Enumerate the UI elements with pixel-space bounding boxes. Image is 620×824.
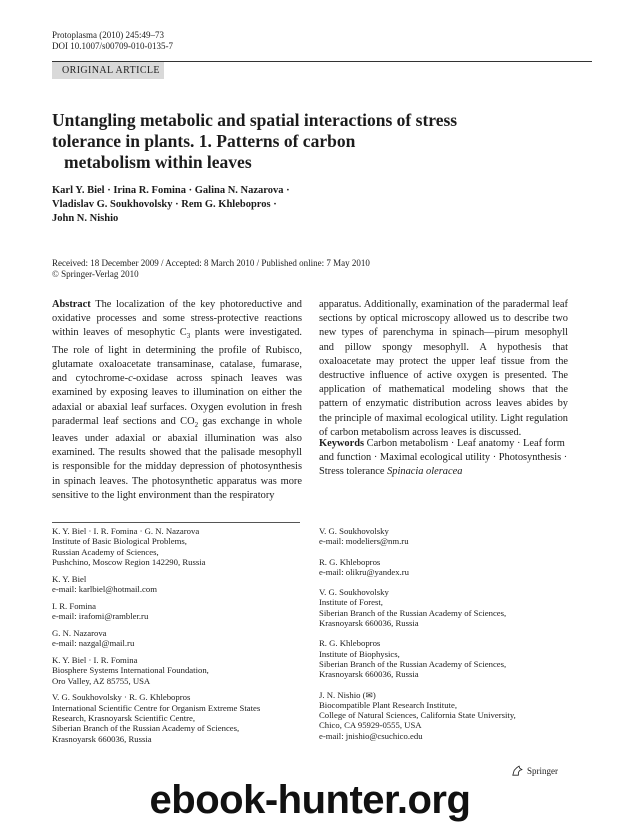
affiliation-line: Krasnoyarsk 660036, Russia	[319, 618, 419, 629]
affiliations-left	[52, 526, 302, 750]
date-history: Received: 18 December 2009 / Accepted: 8 March 2010 / Published online: 7 May 2010	[52, 258, 370, 268]
affiliation-line: V. G. Soukhovolsky	[319, 587, 389, 598]
affiliation-line: V. G. Soukhovolsky	[319, 526, 389, 536]
author-line: John N. Nishio	[52, 213, 119, 224]
affiliation-email: e-mail: olikru@yandex.ru	[319, 566, 410, 577]
abstract-right-column: apparatus. Additionally, examination of the paradermal leaf sections by optical microscopy allowed us to describe two new types of parenchyma in spinach—pirum mesophyll and pillow spongy mesophyll. A hypothesis that oxaloacetate may protect the upper leaf tissue from the destructive influence of active oxygen is presented. The application of mathematical modeling shows that the pattern of enzymatic distribution across leaves abides by the principle of maximal ecological utility. Light regulation of carbon metabolism across leaves is discussed.	[319, 299, 568, 438]
affiliation-block	[52, 628, 302, 649]
publication-dates	[52, 258, 370, 280]
affiliation-line: Russian Academy of Sciences,	[52, 546, 159, 557]
affiliation-line: Institute of Forest,	[319, 597, 383, 608]
article-title	[52, 110, 512, 173]
affiliation-block	[319, 526, 569, 547]
affiliation-line: Siberian Branch of the Russian Academy of Sciences,	[319, 607, 507, 618]
affiliation-line: Biosphere Systems International Foundation,	[52, 665, 209, 676]
author-list	[52, 184, 412, 226]
affiliation-line: Krasnoyarsk 660036, Russia	[52, 733, 152, 744]
affiliation-email: e-mail: irafomi@rambler.ru	[52, 611, 149, 622]
affiliation-line: J. N. Nishio (✉)	[319, 689, 376, 700]
abstract-left-column: Abstract The localization of the key photoreductive and oxidative processes and some stress-protective reactions within leaves of mesophytic $C_3$ plants were investigated. The role of light in determining the profile of Rubisco, glutamate oxaloacetate transaminase, catalase, fumarase, and cytochrome-c-oxidase across spinach leaves was examined by exposing leaves to illumination on either the adaxial or abaxial leaf surfaces. Oxygen evolution in fresh paradermal leaf sections and $CO_2$ gas exchange in whole leaves under adaxial or abaxial illumination was also examined. The results showed that the palisade mesophyll is responsible for the midday depression of photosynthesis in spinach leaves. The photosynthetic apparatus was more sensitive to the light environment than the respiratory	[52, 299, 303, 501]
affiliation-line: Research, Krasnoyarsk Scientific Centre,	[52, 712, 196, 723]
affiliation-line: K. Y. Biel · I. R. Fomina	[52, 654, 138, 665]
affiliation-line: R. G. Khlebopros	[319, 638, 381, 649]
affiliation-block	[52, 601, 302, 622]
affiliation-email: e-mail: jnishio@csuchico.edu	[319, 730, 423, 741]
author-line: Vladislav G. Soukhovolsky · Rem G. Khlebopros ·	[52, 199, 277, 210]
affiliation-line: R. G. Khlebopros	[319, 556, 381, 567]
keywords-heading: Keywords	[319, 438, 365, 449]
affiliation-block	[319, 557, 569, 578]
article-type-bar	[52, 61, 592, 79]
affiliation-email: e-mail: modeliers@nm.ru	[319, 536, 409, 547]
affiliation-line: International Scientific Centre for Organism Extreme States	[52, 702, 261, 713]
affiliation-line: K. Y. Biel	[52, 573, 87, 584]
keyword-species: Spinacia oleracea	[387, 466, 463, 478]
journal-citation: Protoplasma (2010) 245:49–73	[52, 30, 164, 40]
author-line: Karl Y. Biel · Irina R. Fomina · Galina N. Nazarova ·	[52, 185, 290, 196]
affiliation-line: College of Natural Sciences, California State University,	[319, 710, 516, 721]
springer-logo: Springer	[510, 764, 558, 778]
title-line: tolerance in plants. 1. Patterns of carbon	[52, 131, 356, 151]
affiliations-divider	[52, 522, 300, 523]
affiliation-email: e-mail: karlbiel@hotmail.com	[52, 583, 157, 594]
affiliation-line: Pushchino, Moscow Region 142290, Russia	[52, 556, 206, 567]
keywords	[319, 437, 568, 480]
watermark: ebook-hunter.org	[149, 777, 471, 822]
affiliation-line: Siberian Branch of the Russian Academy of Sciences,	[319, 658, 507, 669]
affiliation-block	[52, 574, 302, 595]
affiliation-line: Institute of Biophysics,	[319, 648, 400, 659]
abstract-heading: Abstract	[52, 299, 91, 310]
affiliation-block	[52, 692, 302, 743]
affiliation-block	[52, 655, 302, 686]
keywords-text: Carbon metabolism · Leaf anatomy · Leaf form and function · Maximal ecological utility · Photosynthesis · Stress tolerance	[319, 438, 568, 478]
affiliations-right	[319, 526, 569, 751]
affiliation-line: Chico, CA 95929-0555, USA	[319, 720, 422, 731]
affiliation-email: e-mail: nazgal@mail.ru	[52, 638, 135, 649]
affiliation-line: Oro Valley, AZ 85755, USA	[52, 675, 151, 686]
title-line: metabolism within leaves	[64, 152, 252, 172]
affiliation-line: I. R. Fomina	[52, 600, 96, 611]
affiliation-line: G. N. Nazarova	[52, 627, 107, 638]
copyright: © Springer-Verlag 2010	[52, 269, 139, 279]
title-line: Untangling metabolic and spatial interactions of stress	[52, 110, 458, 130]
affiliation-block	[52, 526, 302, 567]
journal-doi: DOI 10.1007/s00709-010-0135-7	[52, 41, 173, 51]
affiliation-block	[319, 587, 569, 628]
affiliation-block	[319, 638, 569, 679]
affiliation-line: Krasnoyarsk 660036, Russia	[319, 669, 419, 680]
affiliation-line: Biocompatible Plant Research Institute,	[319, 699, 458, 710]
affiliation-block	[319, 690, 569, 741]
affiliation-line: Siberian Branch of the Russian Academy of Sciences,	[52, 723, 240, 734]
affiliation-line: V. G. Soukhovolsky · R. G. Khlebopros	[52, 692, 191, 703]
journal-header	[52, 30, 173, 52]
affiliation-line: Institute of Basic Biological Problems,	[52, 536, 187, 547]
affiliation-line: K. Y. Biel · I. R. Fomina · G. N. Nazarova	[52, 526, 200, 536]
article-type: ORIGINAL ARTICLE	[62, 65, 160, 76]
